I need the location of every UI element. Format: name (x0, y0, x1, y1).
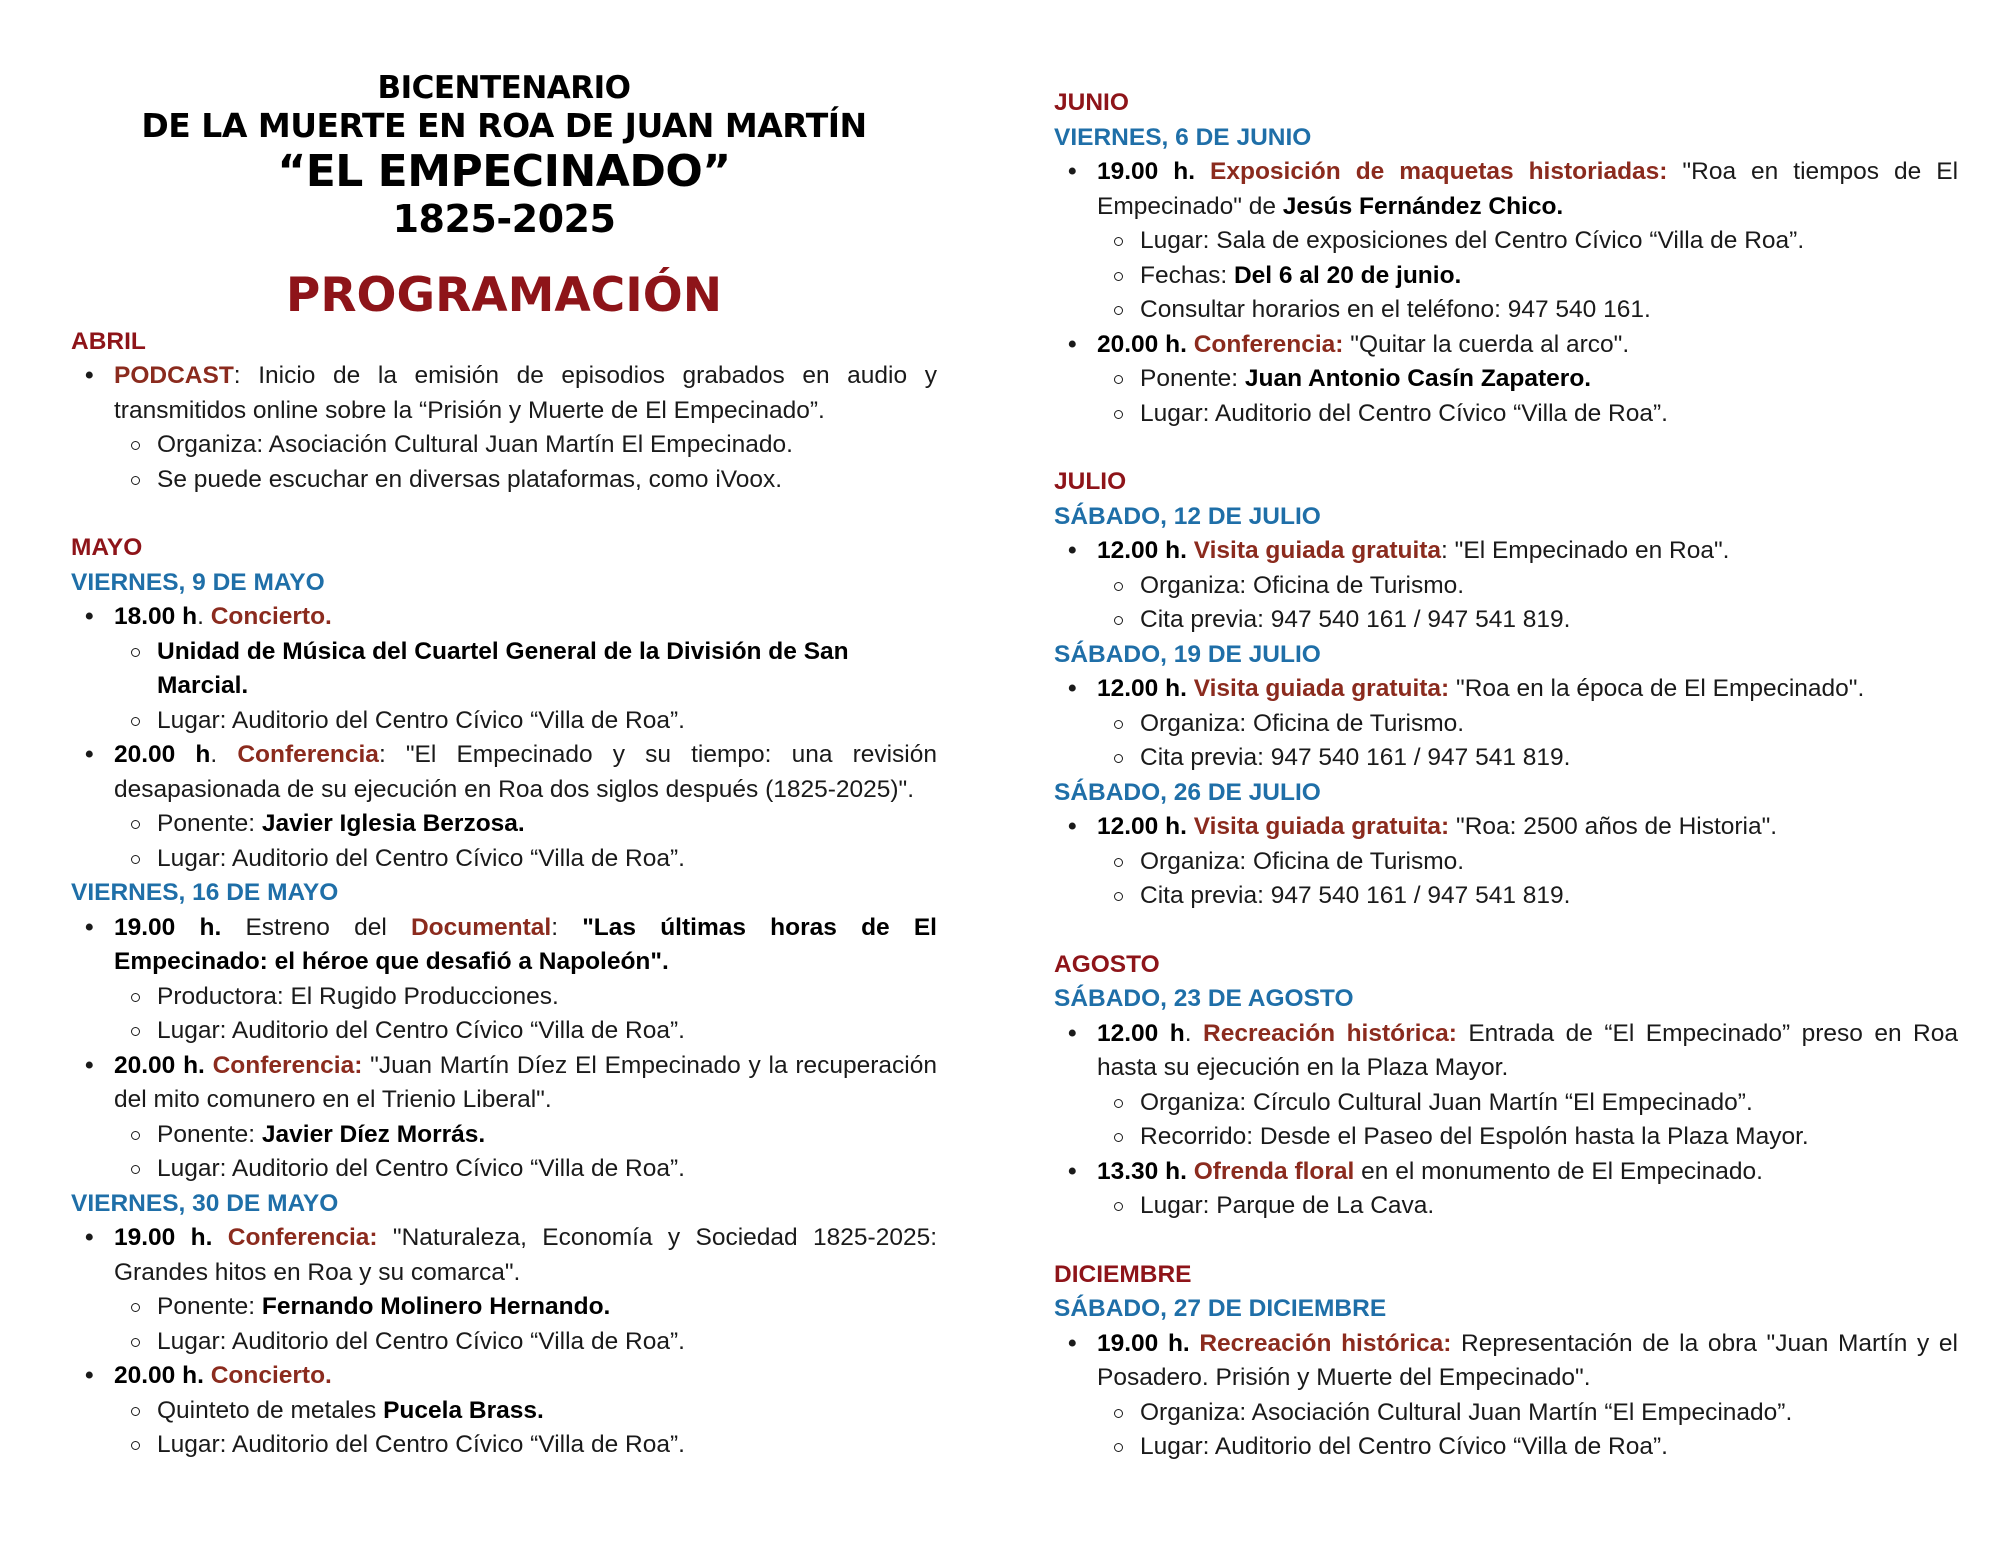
spacer (71, 497, 937, 531)
event-label: Concierto. (210, 1362, 332, 1390)
event-text: Entrada de “El Empecinado” preso en Roa hasta su ejecución en la Plaza Mayor. (1097, 1019, 1958, 1081)
event-list (1054, 1017, 1958, 1224)
list-item (71, 359, 937, 428)
date-heading: VIERNES, 16 DE MAYO (71, 879, 339, 907)
separator: : (551, 913, 583, 941)
spacer (1054, 914, 1958, 948)
list-item (71, 1049, 937, 1118)
sub-label: Ponente: (1140, 365, 1245, 392)
event-list (71, 911, 937, 1187)
sub-item: Lugar: Auditorio del Centro Cívico “Villa de Roa”. (71, 704, 937, 739)
event-time: 19.00 h. (1097, 1329, 1190, 1357)
event-label: Documental (410, 913, 552, 941)
separator: . (197, 603, 211, 631)
date-heading: SÁBADO, 27 DE DICIEMBRE (1054, 1295, 1387, 1322)
event-label: Recreación histórica: (1199, 1329, 1452, 1357)
list-item (71, 1359, 937, 1394)
sub-item: Organiza: Oficina de Turismo. (1054, 845, 1958, 880)
event-list (71, 1221, 937, 1463)
date-heading: SÁBADO, 19 DE JULIO (1054, 640, 1321, 668)
event-time: 20.00 h. (1097, 330, 1187, 358)
date-heading: SÁBADO, 26 DE JULIO (1054, 778, 1321, 806)
sub-item (71, 807, 937, 842)
sub-item: Lugar: Auditorio del Centro Cívico “Villa de Roa”. (71, 842, 937, 877)
sub-item: Lugar: Auditorio del Centro Cívico “Villa de Roa”. (71, 1152, 937, 1187)
event-time: 12.00 h. (1097, 813, 1187, 840)
sub-item: Organiza: Oficina de Turismo. (1054, 569, 1958, 604)
event-list (1054, 1327, 1958, 1465)
event-text: "Roa en la época de El Empecinado". (1449, 675, 1865, 702)
event-label: Conferencia: (1193, 330, 1344, 358)
sub-item: Consultar horarios en el teléfono: 947 540 161. (1054, 293, 1958, 328)
list-item (71, 1221, 937, 1290)
list-item (1054, 155, 1958, 224)
event-time: 20.00 h. (114, 1051, 205, 1079)
event-time: 20.00 h. (114, 1362, 204, 1390)
event-time: 12.00 h. (1097, 675, 1187, 702)
event-list (1054, 672, 1958, 776)
sub-item: Lugar: Sala de exposiciones del Centro Cívico “Villa de Roa”. (1054, 224, 1958, 259)
separator: . (1184, 1019, 1204, 1047)
right-column (1054, 86, 1958, 1465)
sub-item: Organiza: Asociación Cultural Juan Martín “El Empecinado”. (1054, 1396, 1958, 1431)
list-item (1054, 1155, 1958, 1190)
sub-item: Lugar: Parque de La Cava. (1054, 1189, 1958, 1224)
list-item (71, 600, 937, 635)
header-line-empecinado: “EL EMPECINADO” (277, 145, 731, 197)
list-item (1054, 810, 1958, 845)
event-label: Visita guiada gratuita: (1193, 675, 1450, 702)
performer: Pucela Brass. (383, 1396, 544, 1424)
author: Jesús Fernández Chico. (1282, 192, 1564, 220)
event-time: 20.00 h (114, 741, 211, 769)
sub-item (71, 1394, 937, 1429)
documentary-title: "Las últimas horas de El Empecinado: el héroe que desafió a Napoleón". (114, 913, 937, 976)
header-line-years: 1825-2025 (392, 197, 616, 242)
list-item (1054, 1327, 1958, 1396)
list-item (1054, 672, 1958, 707)
event-text: en el monumento de El Empecinado. (1354, 1157, 1763, 1185)
list-item (1054, 328, 1958, 363)
event-label: Visita guiada gratuita (1193, 537, 1442, 564)
event-label: Conferencia (237, 741, 379, 769)
speaker: Javier Díez Morrás. (261, 1120, 486, 1148)
event-label: Concierto. (210, 603, 332, 631)
sub-label: Quinteto de metales (157, 1396, 384, 1424)
date-heading: VIERNES, 9 DE MAYO (71, 568, 325, 596)
event-text: Estreno del (221, 913, 411, 941)
list-item (1054, 1017, 1958, 1086)
event-text: "Juan Martín Díez El Empecinado y la recuperación del mito comunero en el Trienio Liberal". (114, 1051, 938, 1114)
event-time: 12.00 h (1097, 1019, 1185, 1047)
sub-item: Lugar: Auditorio del Centro Cívico “Villa de Roa”. (1054, 1430, 1958, 1465)
sub-label: Ponente: (157, 810, 262, 838)
event-time: 12.00 h. (1097, 537, 1187, 564)
date-heading: SÁBADO, 12 DE JULIO (1054, 502, 1321, 530)
event-time: 19.00 h. (114, 1224, 213, 1252)
dates: Del 6 al 20 de junio. (1233, 261, 1462, 289)
sub-item: Productora: El Rugido Producciones. (71, 980, 937, 1015)
sub-label: Ponente: (157, 1293, 262, 1321)
event-label: Recreación histórica: (1203, 1019, 1457, 1047)
speaker: Juan Antonio Casín Zapatero. (1244, 365, 1592, 392)
event-label: Exposición de maquetas historiadas: (1210, 158, 1668, 185)
event-text: "Naturaleza, Economía y Sociedad 1825-2025: Grandes hitos en Roa y su comarca". (114, 1224, 937, 1286)
list-item (1054, 534, 1958, 569)
left-column (71, 0, 937, 1463)
sub-item (71, 1118, 937, 1153)
event-time: 19.00 h. (1097, 158, 1196, 185)
month-heading-junio: JUNIO (1054, 89, 1129, 116)
programacion-title: PROGRAMACIÓN (285, 268, 723, 324)
speaker: Javier Iglesia Berzosa. (261, 810, 525, 838)
document-header (71, 70, 937, 242)
month-heading-abril: ABRIL (71, 327, 146, 355)
list-item (71, 738, 937, 807)
event-text: "Roa en tiempos de El Empecinado" de (1097, 158, 1959, 220)
date-heading: VIERNES, 30 DE MAYO (71, 1189, 339, 1217)
sub-item: Lugar: Auditorio del Centro Cívico “Villa de Roa”. (71, 1325, 937, 1360)
event-list (1054, 155, 1958, 431)
event-label: Conferencia: (212, 1051, 363, 1079)
sub-item (1054, 362, 1958, 397)
month-heading-julio: JULIO (1054, 468, 1127, 495)
event-text: "Quitar la cuerda al arco". (1343, 330, 1630, 358)
sub-item: Se puede escuchar en diversas plataformas, como iVoox. (71, 463, 937, 498)
event-label: Ofrenda floral (1193, 1157, 1355, 1185)
event-text: : "El Empecinado en Roa". (1441, 537, 1730, 564)
event-label: PODCAST (114, 362, 234, 390)
event-time: 19.00 h. (114, 913, 222, 941)
event-label: Visita guiada gratuita: (1193, 813, 1450, 840)
event-time: 13.30 h. (1097, 1157, 1187, 1185)
event-list (1054, 810, 1958, 914)
sub-item (1054, 259, 1958, 294)
sub-item: Lugar: Auditorio del Centro Cívico “Villa de Roa”. (1054, 397, 1958, 432)
event-text: : "El Empecinado y su tiempo: una revisión desapasionada de su ejecución en Roa dos siglos después (1825-2025)". (114, 741, 938, 803)
sub-item (71, 1290, 937, 1325)
sub-item: Cita previa: 947 540 161 / 947 541 819. (1054, 879, 1958, 914)
date-heading: VIERNES, 6 DE JUNIO (1054, 123, 1312, 151)
header-line-subtitle: DE LA MUERTE EN ROA DE JUAN MARTÍN (141, 105, 867, 145)
sub-item: Organiza: Círculo Cultural Juan Martín “El Empecinado”. (1054, 1086, 1958, 1121)
performer: Unidad de Música del Cuartel General de la División de San Marcial. (157, 637, 849, 700)
month-heading-mayo: MAYO (71, 534, 143, 562)
spacer (1054, 431, 1958, 465)
event-text: "Roa: 2500 años de Historia". (1449, 813, 1778, 840)
abril-list (71, 359, 937, 497)
event-list (1054, 534, 1958, 638)
spacer (1054, 1224, 1958, 1258)
header-line-bicentenario: BICENTENARIO (377, 70, 631, 106)
list-item (71, 911, 937, 980)
sub-item: Lugar: Auditorio del Centro Cívico “Villa de Roa”. (71, 1428, 937, 1463)
event-label: Conferencia: (227, 1224, 378, 1252)
event-text: : Inicio de la emisión de episodios grabados en audio y transmitidos online sobre la “Prisión y Muerte de El Empecinado”. (114, 362, 937, 424)
sub-item: Cita previa: 947 540 161 / 947 541 819. (1054, 741, 1958, 776)
sub-item: Lugar: Auditorio del Centro Cívico “Villa de Roa”. (71, 1014, 937, 1049)
sub-item: Recorrido: Desde el Paseo del Espolón hasta la Plaza Mayor. (1054, 1120, 1958, 1155)
sub-item: Organiza: Oficina de Turismo. (1054, 707, 1958, 742)
date-heading: SÁBADO, 23 DE AGOSTO (1054, 985, 1354, 1012)
event-list (71, 600, 937, 876)
sub-item: Organiza: Asociación Cultural Juan Martín El Empecinado. (71, 428, 937, 463)
speaker: Fernando Molinero Hernando. (261, 1293, 611, 1321)
event-time: 18.00 h (114, 603, 198, 631)
month-heading-diciembre: DICIEMBRE (1054, 1260, 1192, 1288)
month-heading-agosto: AGOSTO (1054, 950, 1160, 978)
separator: . (210, 741, 238, 769)
sub-item: Cita previa: 947 540 161 / 947 541 819. (1054, 603, 1958, 638)
sub-label: Ponente: (157, 1120, 262, 1148)
event-text: Representación de la obra "Juan Martín y el Posadero. Prisión y Muerte del Empecinado". (1097, 1329, 1958, 1391)
sub-item (71, 635, 937, 704)
program-left-body (71, 325, 937, 1463)
sub-label: Fechas: (1140, 261, 1234, 289)
